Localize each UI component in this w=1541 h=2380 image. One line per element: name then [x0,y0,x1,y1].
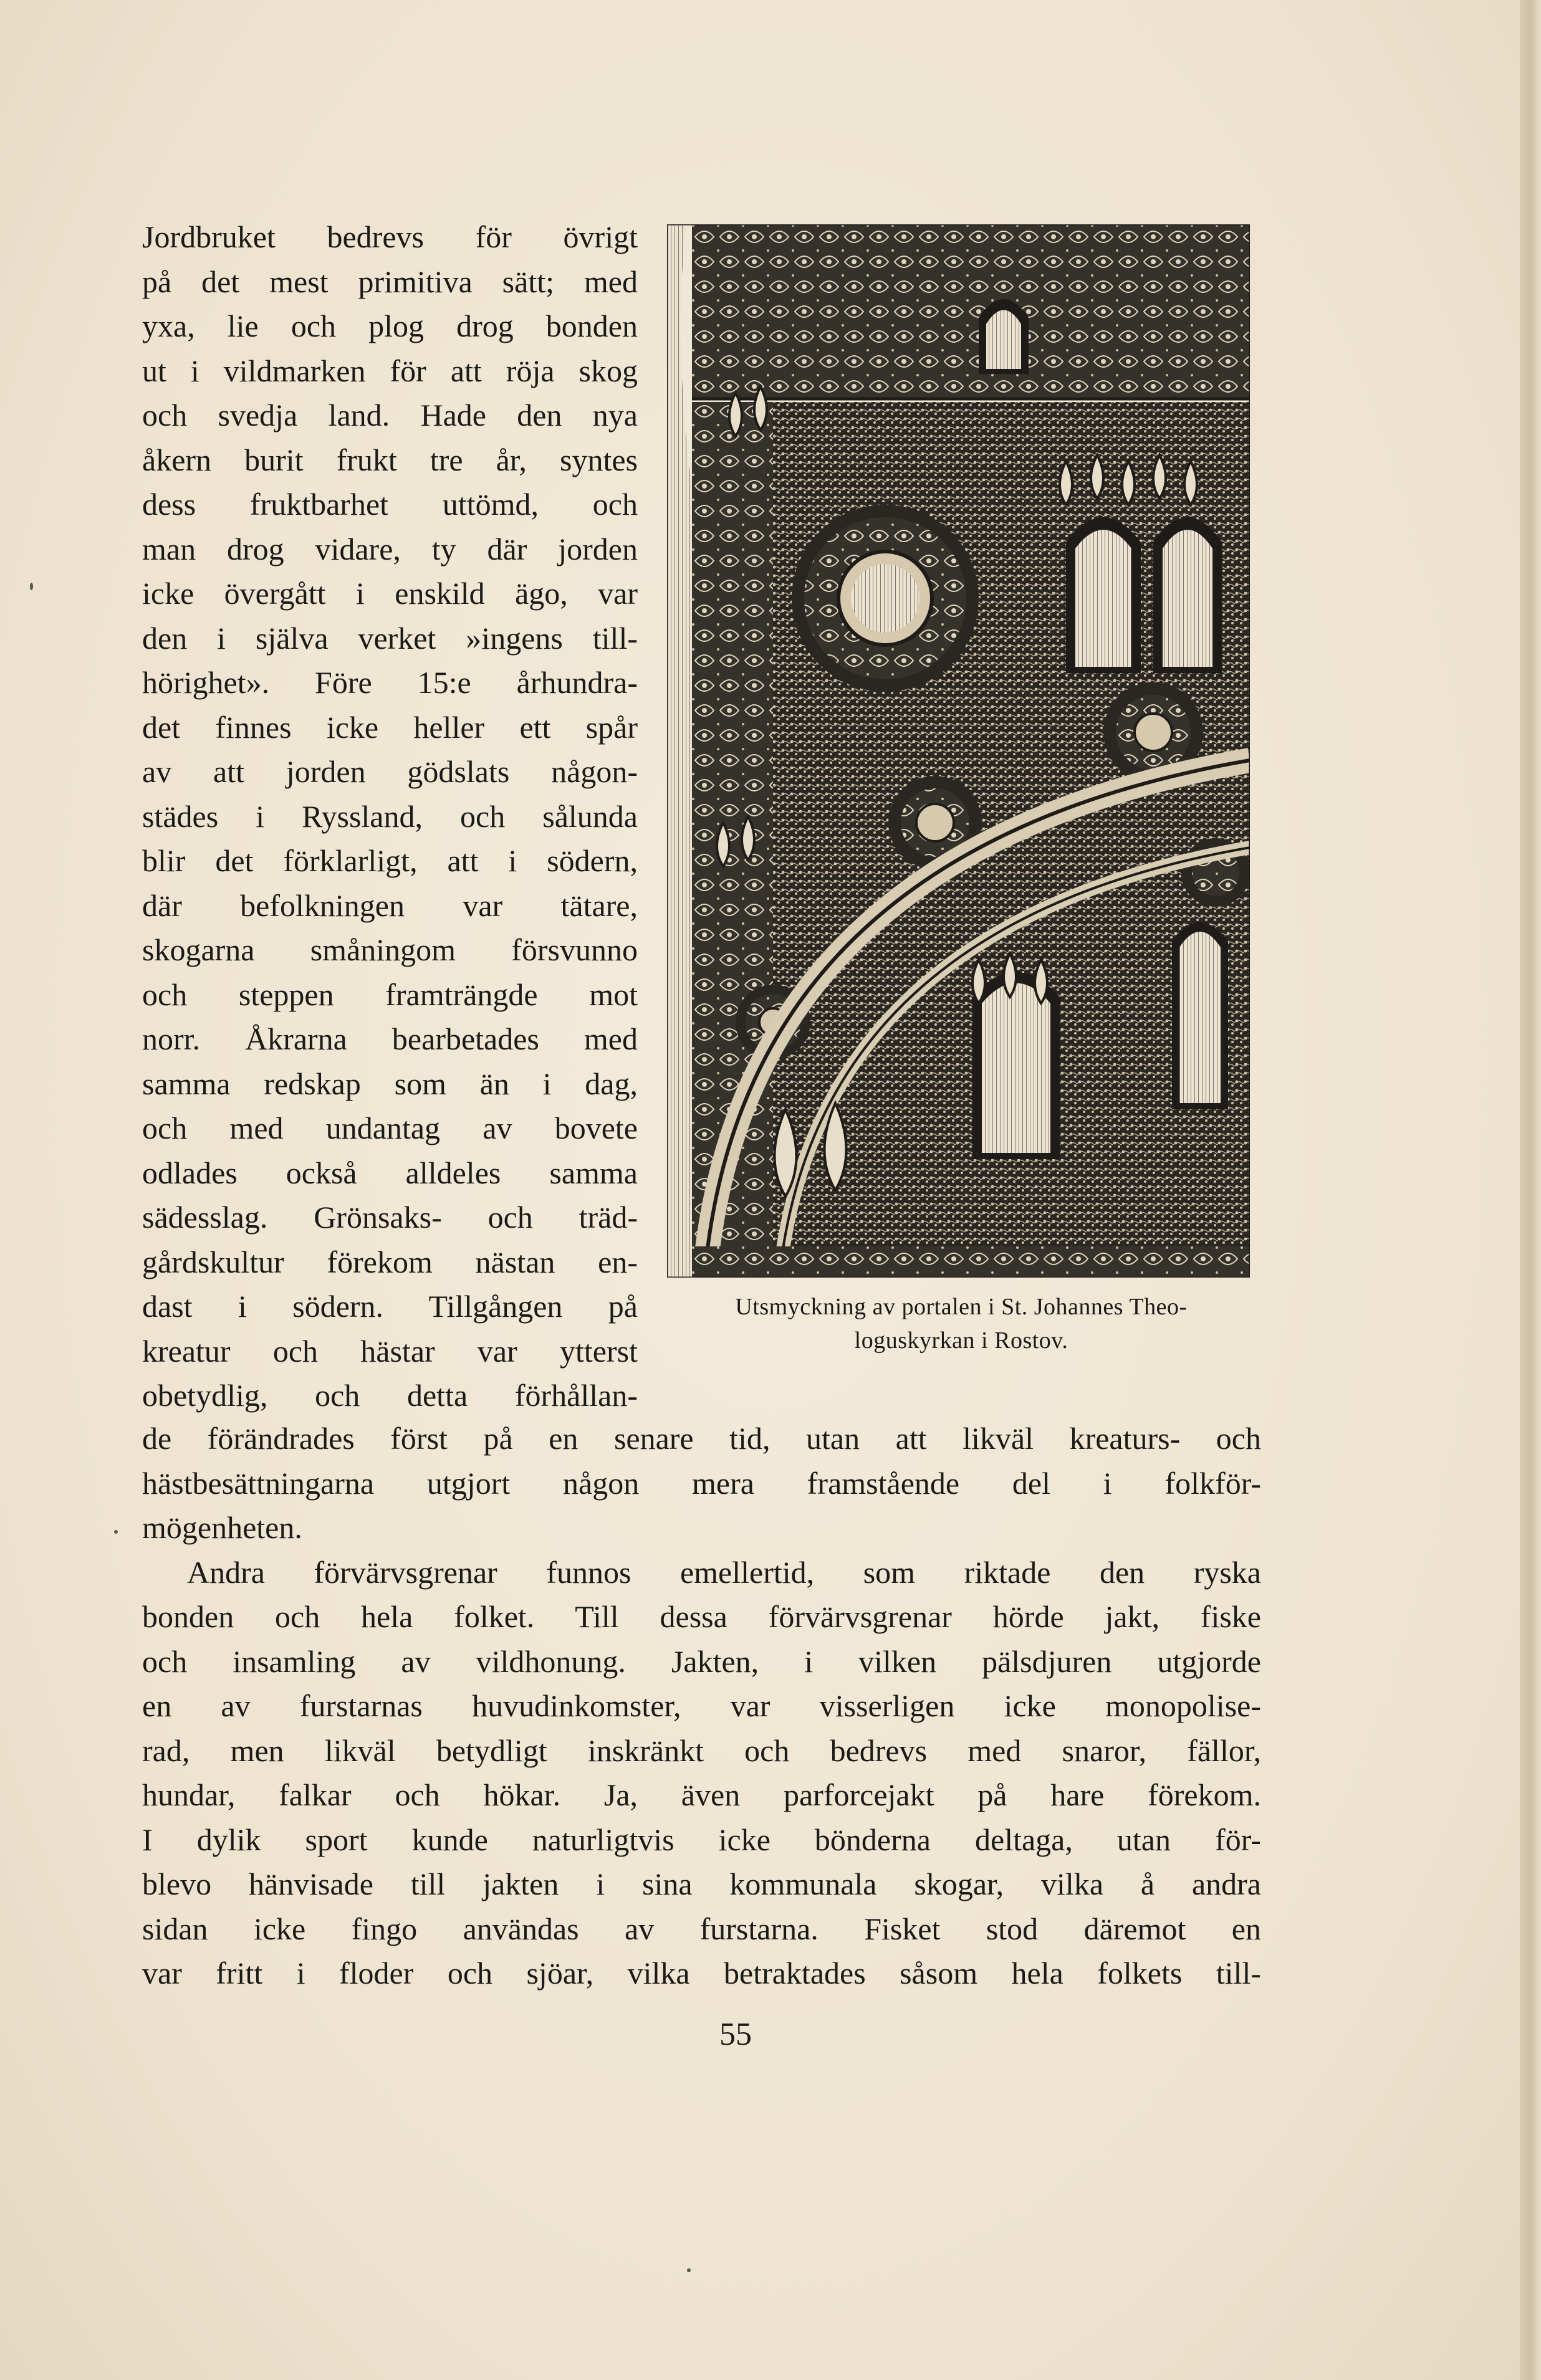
text-line: hörighet». Före 15:e århundra- [142,665,638,700]
text-line: skogarna småningom försvunno [142,932,638,967]
text-line: mögenheten. [142,1510,302,1545]
text-line: I dylik sport kunde naturligtvis icke bönderna deltaga, utan för- [142,1822,1261,1857]
text-line: städes i Ryssland, och sålunda [142,798,638,834]
text-line: dess fruktbarhet uttömd, och [142,487,638,522]
text-line: samma redskap som än i dag, [142,1066,638,1101]
caption-line: Utsmyckning av portalen i St. Johannes Theo- [735,1294,1188,1320]
text-line: blevo hänvisade till jakten i sina kommunala skogar, vilka å andra [142,1866,1261,1901]
text-line: och svedja land. Hade den nya [142,398,638,433]
text-line: bonden och hela folket. Till dessa förvärvsgrenar hörde jakt, fiske [142,1599,1261,1634]
text-line: hundar, falkar och hökar. Ja, även parforcejakt på hare förekom. [142,1777,1261,1812]
text-line: på det mest primitiva sätt; med [142,264,638,299]
text-line: och med undantag av bovete [142,1111,638,1145]
text-line: de förändrades först på en senare tid, utan att likväl kreaturs- och [142,1421,1261,1456]
text-line: dast i södern. Tillgången på [142,1289,638,1324]
text-line: blir det förklarligt, att i södern, [142,843,638,878]
paper-speck [114,1530,118,1534]
text-line: av att jorden gödslats någon- [142,754,638,789]
text-line: obetydlig, och detta förhållan- [142,1378,638,1413]
text-line: var fritt i floder och sjöar, vilka betraktades såsom hela folkets till- [142,1956,1261,1991]
text-line: åkern burit frukt tre år, syntes [142,442,638,477]
body-paragraphs [142,1417,1261,1996]
portal-ornament-illustration [667,224,1250,1278]
text-line: kreatur och hästar var ytterst [142,1333,638,1369]
figure-caption [662,1290,1260,1357]
text-line: och insamling av vildhonung. Jakten, i vilken pälsdjuren utgjorde [142,1643,1261,1679]
text-line: sädesslag. Grönsaks- och träd- [142,1200,638,1235]
paper-speck [687,2268,691,2272]
text-line: man drog vidare, ty där jorden [142,531,638,566]
text-line: hästbesättningarna utgjort någon mera framstående del i folkför- [142,1465,1261,1501]
text-line: sidan icke fingo användas av furstarna. Fisket stod däremot en [142,1911,1261,1946]
page-fold-shadow [1520,0,1541,2380]
text-line: Jordbruket bedrevs för övrigt [142,219,638,254]
text-line: gårdskultur förekom nästan en- [142,1244,638,1279]
paper-speck [30,583,33,590]
text-line: icke övergått i enskild ägo, var [142,576,638,611]
text-line: ut i vildmarken för att röja skog [142,353,638,388]
text-line: norr. Åkrarna bearbetades med [142,1021,638,1056]
text-line: det finnes icke heller ett spår [142,709,638,745]
text-line: Andra förvärvsgrenar funnos emellertid, som riktade den ryska [187,1554,1261,1590]
text-line: odlades också alldeles samma [142,1155,638,1190]
text-line: och steppen framträngde mot [142,977,638,1012]
column-paragraph [142,215,638,1418]
text-line: en av furstarnas huvudinkomster, var visserligen icke monopolise- [142,1688,1261,1723]
text-line: där befolkningen var tätare, [142,887,638,923]
text-line: den i själva verket »ingens till- [142,620,638,656]
caption-line: loguskyrkan i Rostov. [854,1327,1068,1354]
page-number: 55 [719,2017,752,2052]
text-line: yxa, lie och plog drog bonden [142,308,638,343]
text-line: rad, men likväl betydligt inskränkt och bedrevs med snaror, fällor, [142,1732,1261,1768]
